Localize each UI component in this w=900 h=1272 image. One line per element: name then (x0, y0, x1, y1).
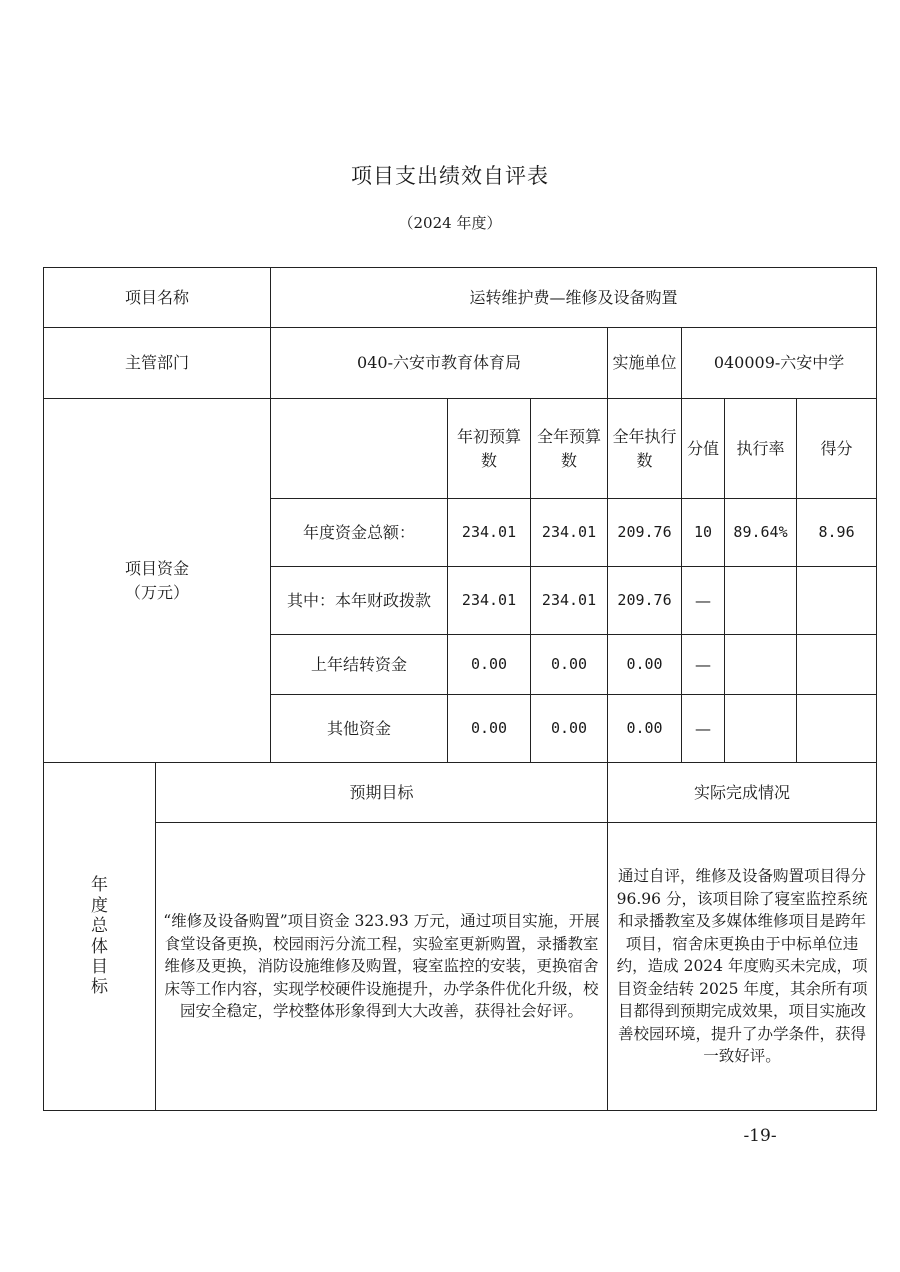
fund-row-score: 8.96 (797, 499, 877, 567)
goals-label-text: 年度总体目标 (91, 875, 108, 998)
row-department (44, 328, 877, 399)
fund-row-exec: 209.76 (608, 499, 682, 567)
expected-goal-text: “维修及设备购置”项目资金 323.93 万元，通过项目实施，开展食堂设备更换，校园雨污分流工程，实验室更新购置，录播教室维修及更换，消防设施维修及购置，寝室监控的安装，更换宿舍床等工作内容，实现学校硬件设施提升，办学条件优化升级，校园安全稳定，学校整体形象得到大大改善，获得社会好评。 (156, 823, 608, 1111)
fund-row-initial: 234.01 (448, 499, 531, 567)
header-annual-budget: 全年预算数 (531, 399, 608, 499)
project-name-value: 运转维护费—维修及设备购置 (271, 268, 877, 328)
page-number: -19- (743, 1126, 777, 1146)
fund-row-rate (725, 567, 797, 635)
fund-row-initial: 234.01 (448, 567, 531, 635)
expected-goal-header: 预期目标 (156, 763, 608, 823)
dept-label: 主管部门 (44, 328, 271, 399)
fund-row-label: 上年结转资金 (271, 635, 448, 695)
actual-goal-text: 通过自评，维修及设备购置项目得分 96.96 分，该项目除了寝室监控系统和录播教室及多媒体维修项目是跨年项目，宿舍床更换由于中标单位违约，造成 2024 年度购买未完成，项目资金结转 2025 年度，其余所有项目都得到预期完成效果，项目实施改善校园环境，提升了办学条件，获得一致好评。 (608, 823, 877, 1111)
funds-header-blank (271, 399, 448, 499)
funds-label (44, 399, 271, 763)
dept-value: 040-六安市教育体育局 (271, 328, 608, 399)
header-initial-budget: 年初预算数 (448, 399, 531, 499)
fund-row-weight: — (682, 567, 725, 635)
fund-row-label: 其他资金 (271, 695, 448, 763)
fund-row-annual: 234.01 (531, 567, 608, 635)
fund-row-score (797, 635, 877, 695)
performance-table (43, 267, 877, 1111)
page-title: 项目支出绩效自评表 (351, 164, 549, 188)
fund-row-rate (725, 695, 797, 763)
fund-row-exec: 209.76 (608, 567, 682, 635)
fund-row-annual: 234.01 (531, 499, 608, 567)
fund-row-label: 年度资金总额： (271, 499, 448, 567)
project-name-label: 项目名称 (44, 268, 271, 328)
fund-row-annual: 0.00 (531, 635, 608, 695)
row-project-name (44, 268, 877, 328)
actual-goal-header: 实际完成情况 (608, 763, 877, 823)
fund-row-weight: — (682, 635, 725, 695)
fund-row-initial: 0.00 (448, 635, 531, 695)
header-score-weight: 分值 (682, 399, 725, 499)
fund-row-rate (725, 635, 797, 695)
fund-row-initial: 0.00 (448, 695, 531, 763)
fund-row-label: 其中：本年财政拨款 (271, 567, 448, 635)
header-exec-rate: 执行率 (725, 399, 797, 499)
funds-unit-text: （万元） (125, 582, 190, 602)
fund-row-annual: 0.00 (531, 695, 608, 763)
fund-row-score (797, 695, 877, 763)
fund-row-exec: 0.00 (608, 635, 682, 695)
header-annual-exec: 全年执行数 (608, 399, 682, 499)
goals-label (44, 763, 156, 1111)
fund-row-rate: 89.64% (725, 499, 797, 567)
fund-row-score (797, 567, 877, 635)
fund-row-weight: 10 (682, 499, 725, 567)
row-funds-header (44, 399, 877, 499)
impl-unit-label: 实施单位 (608, 328, 682, 399)
row-goals-content (44, 823, 877, 1111)
fund-row-weight: — (682, 695, 725, 763)
fund-row-exec: 0.00 (608, 695, 682, 763)
impl-unit-value: 040009-六安中学 (682, 328, 877, 399)
header-score: 得分 (797, 399, 877, 499)
funds-label-text: 项目资金 (125, 559, 190, 579)
page-subtitle: （2024 年度） (398, 214, 502, 232)
row-goals-header (44, 763, 877, 823)
